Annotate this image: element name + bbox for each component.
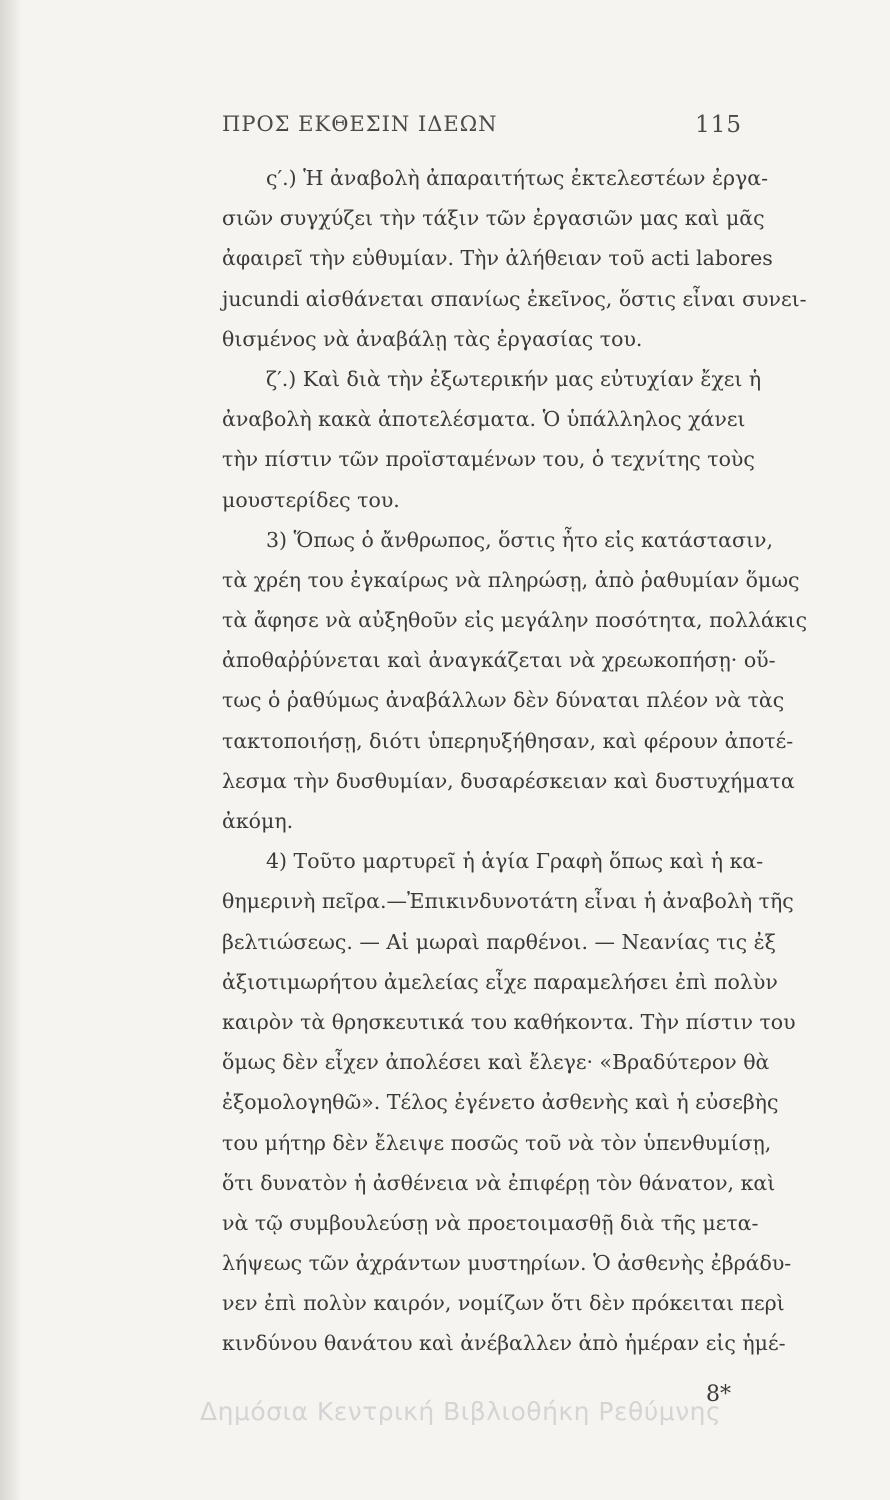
text-line: ὅτι δυνατὸν ἡ ἀσθένεια νὰ ἐπιφέρῃ τὸν θάνατον, καὶ	[222, 1170, 776, 1195]
library-watermark: Δημόσια Κεντρική Βιβλιοθήκη Ρεθύμνης	[200, 1397, 722, 1426]
text-line: ἐξομολογηθῶ». Τέλος ἐγένετο ἀσθενὴς καὶ ἡ εὐσεβὴς	[222, 1090, 779, 1115]
text-line: σιῶν συγχύζει τὴν τάξιν τῶν ἐργασιῶν μας καὶ μᾶς	[222, 206, 765, 231]
text-line: τὰ χρέη του ἐγκαίρως νὰ πληρώσῃ, ἀπὸ ῥαθυμίαν ὅμως	[222, 567, 800, 592]
text-line: βελτιώσεως. — Αἱ μωραὶ παρθένοι. — Νεανίας τις ἐξ	[222, 929, 776, 954]
text-line: ἀξιοτιμωρήτου ἀμελείας εἶχε παραμελήσει ἐπὶ πολὺν	[222, 969, 778, 994]
text-line: μουστερίδες του.	[222, 487, 400, 512]
page-number: 115	[695, 112, 742, 138]
text-line: τως ὁ ῥαθύμως ἀναβάλλων δὲν δύναται πλέον νὰ τὰς	[222, 688, 785, 713]
text-line: ς′.) Ἡ ἀναβολὴ ἀπαραιτήτως ἐκτελεστέων ἐργα-	[266, 166, 769, 190]
text-line: jucundi αἰσθάνεται σπανίως ἐκεῖνος, ὅστις εἶναι συνει-	[222, 286, 807, 311]
text-line: 4) Τοῦτο μαρτυρεῖ ἡ ἁγία Γραφὴ ὅπως καὶ ἡ κα-	[266, 849, 764, 874]
text-line: νὰ τῷ συμβουλεύσῃ νὰ προετοιμασθῇ διὰ τῆς μετα-	[222, 1210, 759, 1235]
text-line: ἀποθαῤῥύνεται καὶ ἀναγκάζεται νὰ χρεωκοπήσῃ· οὕ-	[222, 648, 776, 673]
printer-signature: 8*	[706, 1382, 731, 1407]
text-line: θισμένος νὰ ἀναβάλῃ τὰς ἐργασίας του.	[222, 326, 643, 351]
text-line: λήψεως τῶν ἀχράντων μυστηρίων. Ὁ ἀσθενὴς ἐβράδυ-	[222, 1251, 792, 1276]
running-title: ΠΡΟΣ ΕΚΘΕΣΙΝ ΙΔΕΩΝ	[222, 112, 498, 136]
text-line: ζ′.) Καὶ διὰ τὴν ἐξωτερικήν μας εὐτυχίαν ἔχει ἡ	[266, 366, 762, 391]
text-line: λεσμα τὴν δυσθυμίαν, δυσαρέσκειαν καὶ δυστυχήματα	[222, 768, 795, 793]
page-gutter-shadow	[0, 0, 22, 1500]
text-line: νεν ἐπὶ πολὺν καιρόν, νομίζων ὅτι δὲν πρόκειται περὶ	[222, 1291, 785, 1316]
text-line: του μήτηρ δὲν ἔλειψε ποσῶς τοῦ νὰ τὸν ὑπενθυμίσῃ,	[222, 1130, 772, 1155]
text-line: θημερινὴ πεῖρα.—Ἐπικινδυνοτάτη εἶναι ἡ ἀναβολὴ τῆς	[222, 889, 794, 914]
text-line: τακτοποιήσῃ, διότι ὑπερηυξήθησαν, καὶ φέρουν ἀποτέ-	[222, 728, 794, 753]
page-header	[222, 112, 742, 148]
text-line: τὰ ἄφησε νὰ αὐξηθοῦν εἰς μεγάλην ποσότητα, πολλάκις	[222, 608, 808, 633]
text-line: ἀκόμη.	[222, 809, 294, 833]
text-line: τὴν πίστιν τῶν προϊσταμένων του, ὁ τεχνίτης τοὺς	[222, 447, 755, 472]
text-line: ὅμως δὲν εἶχεν ἀπολέσει καὶ ἔλεγε· «Βραδύτερον θὰ	[222, 1050, 770, 1075]
text-line: κινδύνου θανάτου καὶ ἀνέβαλλεν ἀπὸ ἡμέραν εἰς ἡμέ-	[222, 1331, 786, 1356]
text-line: καιρὸν τὰ θρησκευτικά του καθήκοντα. Τὴν πίστιν του	[222, 1009, 796, 1034]
body-text	[222, 158, 808, 1364]
text-line: ἀναβολὴ κακὰ ἀποτελέσματα. Ὁ ὑπάλληλος χάνει	[222, 407, 746, 432]
text-line: ἀφαιρεῖ τὴν εὐθυμίαν. Τὴν ἀλήθειαν τοῦ acti labores	[222, 246, 773, 271]
text-line: 3) Ὅπως ὁ ἄνθρωπος, ὅστις ἦτο εἰς κατάστασιν,	[266, 527, 773, 552]
